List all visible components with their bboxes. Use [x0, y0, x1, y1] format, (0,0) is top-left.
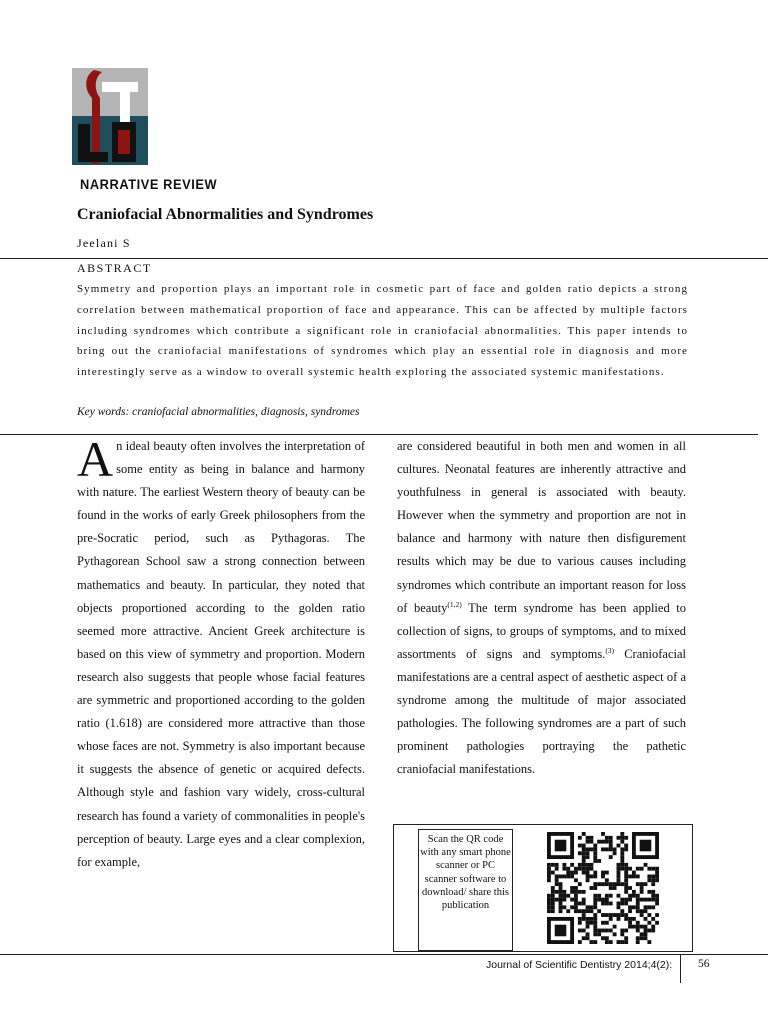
citation-1-2: (1,2) — [447, 599, 462, 609]
qr-instructions: Scan the QR code with any smart phone scanner or PC scanner software to download/ share this publication — [418, 829, 513, 951]
keywords: Key words: craniofacial abnormalities, diagnosis, syndromes — [77, 406, 360, 418]
page-number: 56 — [698, 958, 710, 970]
journal-logo-icon — [72, 68, 148, 165]
author-name: Jeelani S — [77, 236, 131, 250]
paper-title: Craniofacial Abnormalities and Syndromes — [77, 206, 374, 223]
right-text-2: The term syndrome has been applied to collection of signs, to groups of symptoms, and to mixed assortments of signs and symptoms. — [397, 600, 687, 661]
right-paragraph — [397, 435, 686, 781]
citation-3: (3) — [605, 645, 615, 655]
body-right-column — [397, 435, 686, 781]
drop-cap: A — [77, 431, 114, 487]
section-label: NARRATIVE REVIEW — [80, 177, 218, 192]
page-number-divider — [680, 955, 681, 983]
intro-paragraph — [77, 431, 365, 874]
abstract-heading: ABSTRACT — [77, 261, 152, 275]
abstract-text: Symmetry and proportion plays an important role in cosmetic part of face and golden ratio depicts a strong correlation between mathematical proportion of face and appearance. This can be affected by multiple factors including syndromes which contribute a significant role in craniofacial abnormalities. This paper intends to bring out the craniofacial manifestations of syndromes which play an essential role in diagnosis and more interestingly serve as a window to overall systemic health exploring the associated systemic manifestations. — [77, 283, 688, 379]
footer-divider — [0, 954, 768, 955]
qr-code-icon[interactable] — [544, 832, 662, 944]
right-text-3: Craniofacial manifestations are a central aspect of aesthetic aspect of a syndrome among the multitude of major associated pathologies. The following syndromes are a part of such prominent pathologies portraying the pathetic craniofacial manifestations. — [397, 646, 686, 777]
journal-citation: Journal of Scientific Dentistry 2014;4(2): — [486, 959, 673, 971]
top-divider — [0, 258, 768, 259]
right-text-1: are considered beautiful in both men and women in all cultures. Neonatal features are inherently attractive and youthfulness in general is associated with beauty. However when the symmetry and proportion are not in balance and harmony with nature then disfigurement results which may be due to various causes including syndromes which contribute an important reason for loss of beauty — [397, 439, 686, 615]
body-left-column — [77, 431, 365, 874]
left-column-text: n ideal beauty often involves the interpretation of some entity as being in balance and harmony with nature. The earliest Western theory of beauty can be found in the works of early Greek philosophers from the pre-Socratic period, such as Pythagoras. The Pythagorean School saw a strong connection between mathematics and beauty. In particular, they noted that objects proportioned according to the golden ratio seemed more attractive. Ancient Greek architecture is based on this view of symmetry and proportion. Modern research also suggests that people whose facial features are symmetric and proportioned according to the golden ratio (1.618) are considered more attractive than those whose faces are not. Symmetry is also important because it suggests the absence of genetic or acquired defects. Although style and fashion vary widely, cross-cultural research has found a variety of commonalities in people's perception of beauty. Large eyes and a clear complexion, for example, — [77, 439, 365, 869]
